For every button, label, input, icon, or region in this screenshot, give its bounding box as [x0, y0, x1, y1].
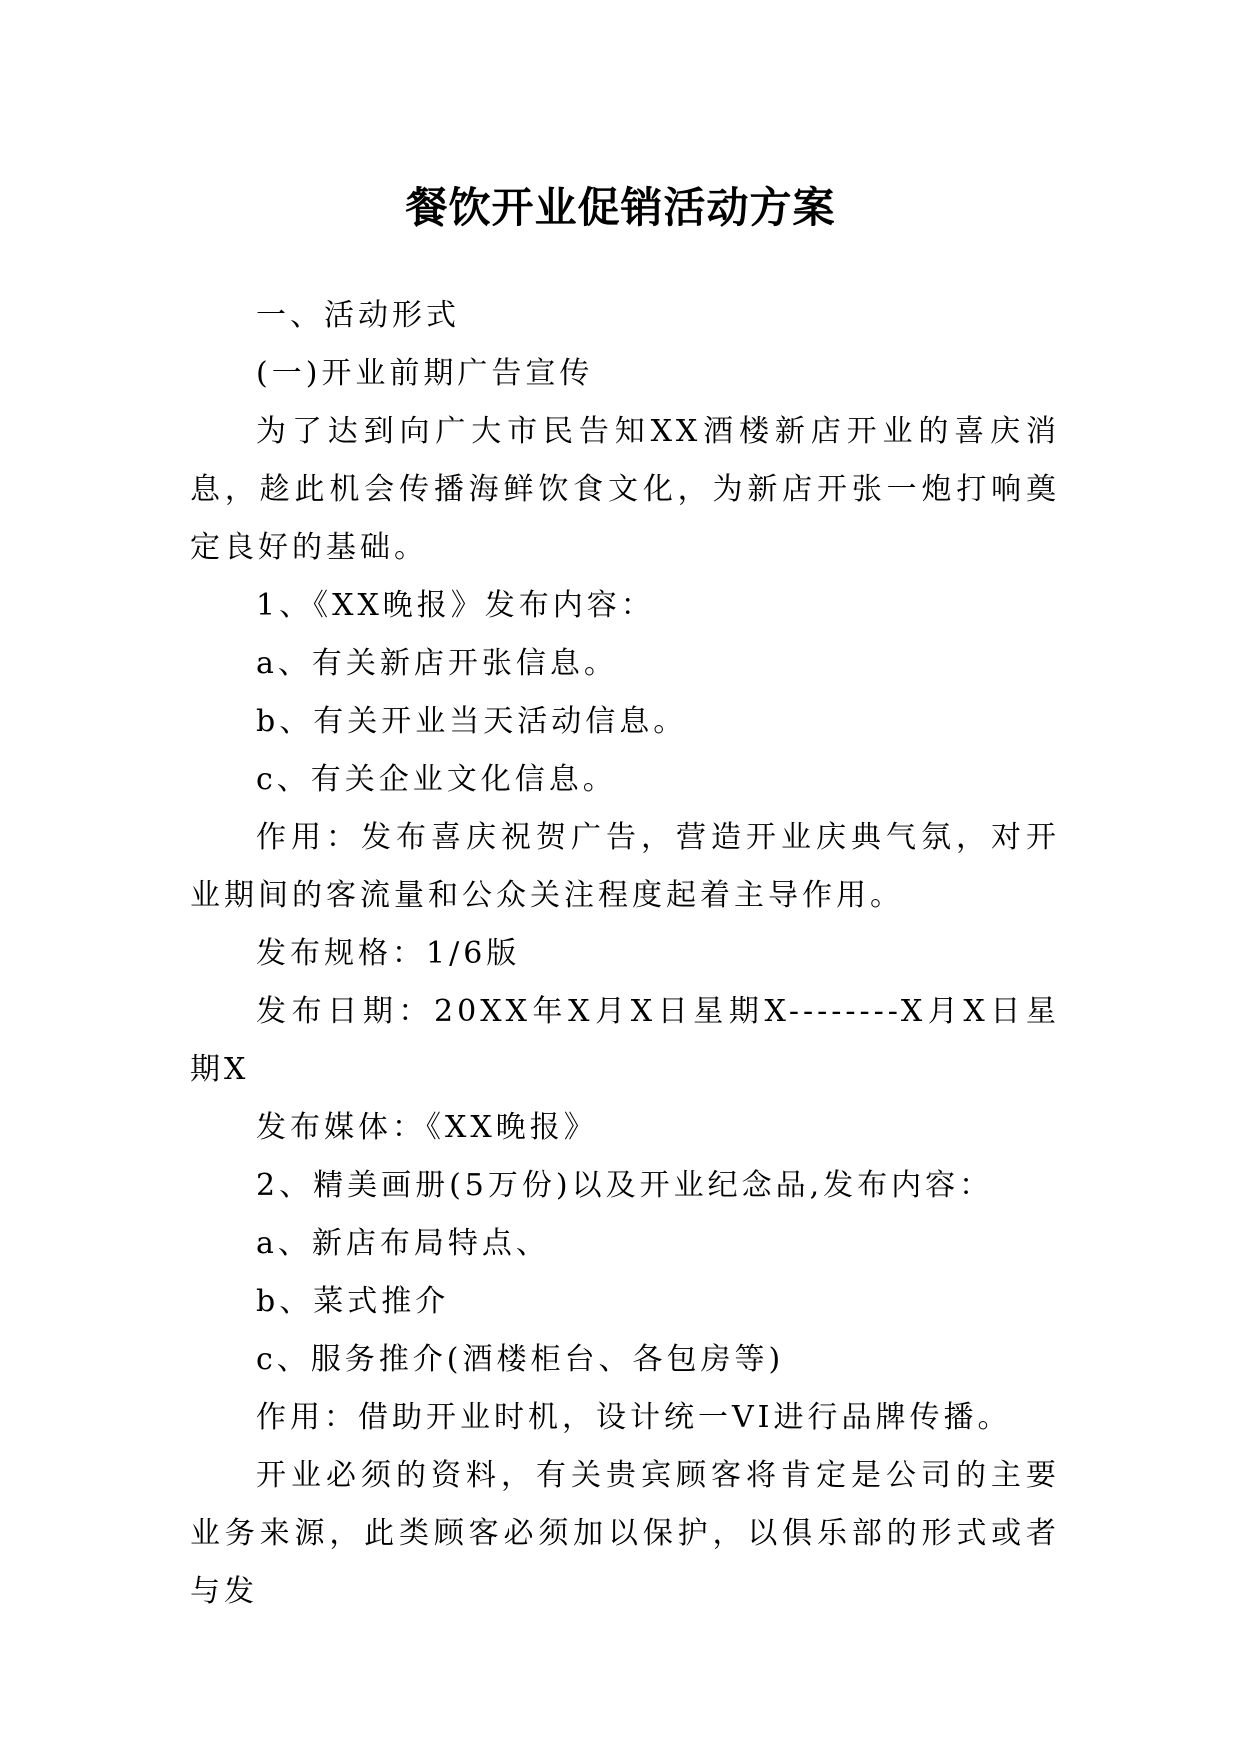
paragraph-date: 发布日期：20XX年X月X日星期X--------X月X日星期X: [190, 994, 1060, 1087]
list-heading-evening-paper: 1、《XX晚报》发布内容：: [256, 588, 655, 623]
paragraph-vip: 开业必须的资料，有关贵宾顾客将肯定是公司的主要业务来源，此类顾客必须加以保护，以俱乐部的形式或者与发: [190, 1458, 1060, 1609]
subsection-heading: (一)开业前期广告宣传: [256, 356, 594, 391]
list-item: c、服务推介(酒楼柜台、各包房等): [256, 1342, 785, 1377]
paragraph-effect: 作用：发布喜庆祝贺广告，营造开业庆典气氛，对开业期间的客流量和公众关注程度起着主导作用。: [190, 820, 1060, 913]
list-item: b、菜式推介: [256, 1284, 450, 1319]
list-item: a、有关新店开张信息。: [256, 646, 618, 681]
paragraph-spec: 发布规格：1/6版: [256, 936, 521, 971]
document-body: [190, 287, 1060, 1621]
paragraph-effect-vi: 作用：借助开业时机，设计统一VI进行品牌传播。: [256, 1400, 1012, 1435]
list-item: b、有关开业当天活动信息。: [256, 704, 688, 739]
list-heading-brochure: 2、精美画册(5万份)以及开业纪念品,发布内容：: [256, 1168, 994, 1203]
paragraph-media: 发布媒体：《XX晚报》: [256, 1110, 598, 1145]
paragraph-intro: 为了达到向广大市民告知XX酒楼新店开业的喜庆消息，趁此机会传播海鲜饮食文化，为新店开张一炮打响奠定良好的基础。: [190, 414, 1060, 565]
list-item: c、有关企业文化信息。: [256, 762, 617, 797]
section-heading: 一、活动形式: [256, 298, 460, 333]
document-title: 餐饮开业促销活动方案: [405, 183, 836, 233]
list-item: a、新店布局特点、: [256, 1226, 550, 1261]
